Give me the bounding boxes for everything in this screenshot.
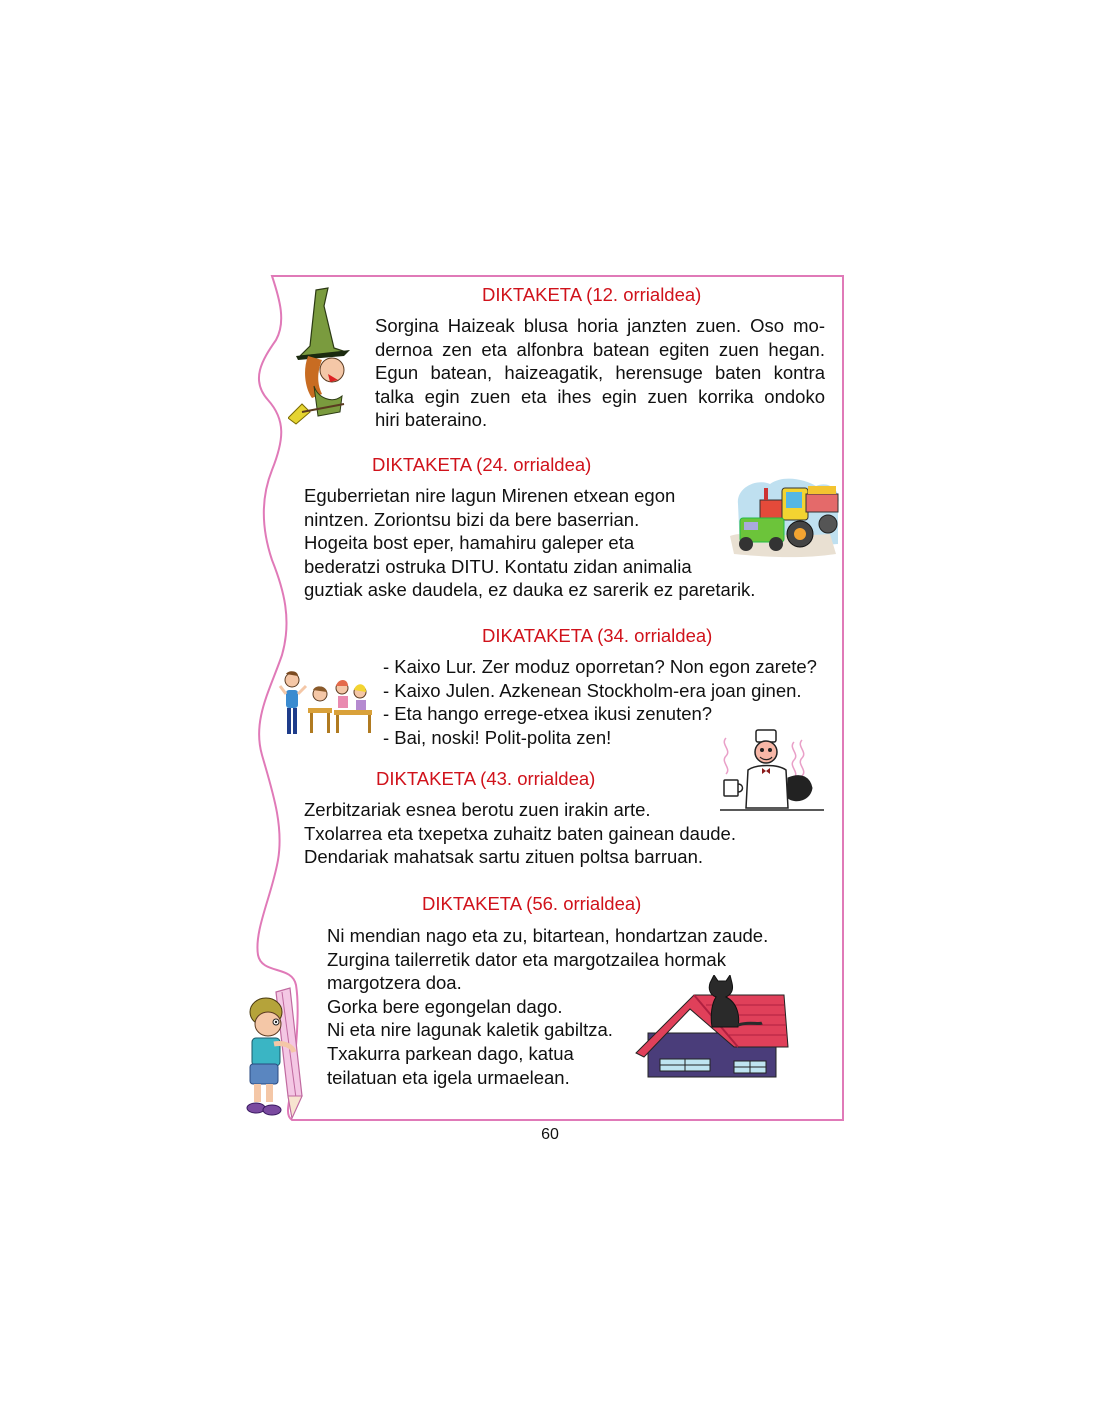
text-line: bederatzi ostruka DITU. Kontatu zidan animalia (304, 555, 692, 577)
text-line: hiri bateraino. (375, 409, 488, 431)
text-line: Sorgina Haizeak blusa horia janzten zuen. Oso mo- (375, 315, 825, 336)
text-line: Zurgina tailerretik dator eta margotzailea hormak (327, 948, 726, 970)
section-text-12 (375, 314, 825, 432)
dialogue-line: - Kaixo Lur. Zer moduz oporretan? Non egon zarete? (383, 656, 817, 677)
classroom-icon (276, 670, 376, 742)
text-line: margotzera doa. (327, 972, 462, 994)
section-heading-56: DIKTAKETA (56. orrialdea) (422, 893, 642, 914)
text-line: Ni mendian nago eta zu, bitartean, hondartzan zaude. (327, 925, 769, 946)
text-line: nintzen. Zoriontsu bizi da bere baserrian. (304, 508, 640, 530)
dialogue-line: - Kaixo Julen. Azkenean Stockholm-era joan ginen. (383, 679, 802, 701)
text-line: Egun batean, haizeagatik, herensuge baten kontra (375, 362, 825, 384)
section-heading-24: DIKTAKETA (24. orrialdea) (372, 454, 592, 475)
section-heading-12: DIKTAKETA (12. orrialdea) (482, 284, 702, 305)
boy-with-pencil-icon (244, 986, 308, 1120)
text-line: Ni eta nire lagunak kaletik gabiltza. (327, 1019, 613, 1041)
text-line: Hogeita bost eper, hamahiru galeper eta (304, 532, 635, 554)
section-text-43 (304, 798, 736, 869)
text-line: Gorka bere egongelan dago. (327, 995, 563, 1017)
text-line: guztiak aske daudela, ez dauka ez sarerik ez paretarik. (304, 579, 756, 601)
text-line: teilatuan eta igela urmaelean. (327, 1066, 570, 1088)
text-line: Dendariak mahatsak sartu zituen poltsa barruan. (304, 846, 703, 868)
text-line: Zerbitzariak esnea berotu zuen irakin arte. (304, 799, 651, 820)
dialogue-line: - Eta hango errege-etxea ikusi zenuten? (383, 703, 713, 725)
section-heading-34: DIKATAKETA (34. orrialdea) (482, 625, 713, 646)
house-cat-icon (634, 975, 790, 1081)
section-text-24 (304, 484, 755, 602)
witch-icon (288, 286, 360, 426)
text-line: talka egin zuen eta ihes egin zuen korrika ondoko (375, 385, 825, 407)
section-heading-43: DIKTAKETA (43. orrialdea) (376, 768, 596, 789)
page-number: 60 (541, 1126, 559, 1143)
text-line: dernoa zen eta alfonbra batean egiten zuen hegan. (375, 338, 825, 360)
dialogue-line: - Bai, noski! Polit-polita zen! (383, 726, 612, 748)
text-line: Txakurra parkean dago, katua (327, 1042, 574, 1064)
tractor-icon (726, 474, 842, 574)
text-line: Eguberrietan nire lagun Mirenen etxean egon (304, 485, 676, 506)
text-line: Txolarrea eta txepetxa zuhaitz baten gainean daude. (304, 822, 736, 844)
